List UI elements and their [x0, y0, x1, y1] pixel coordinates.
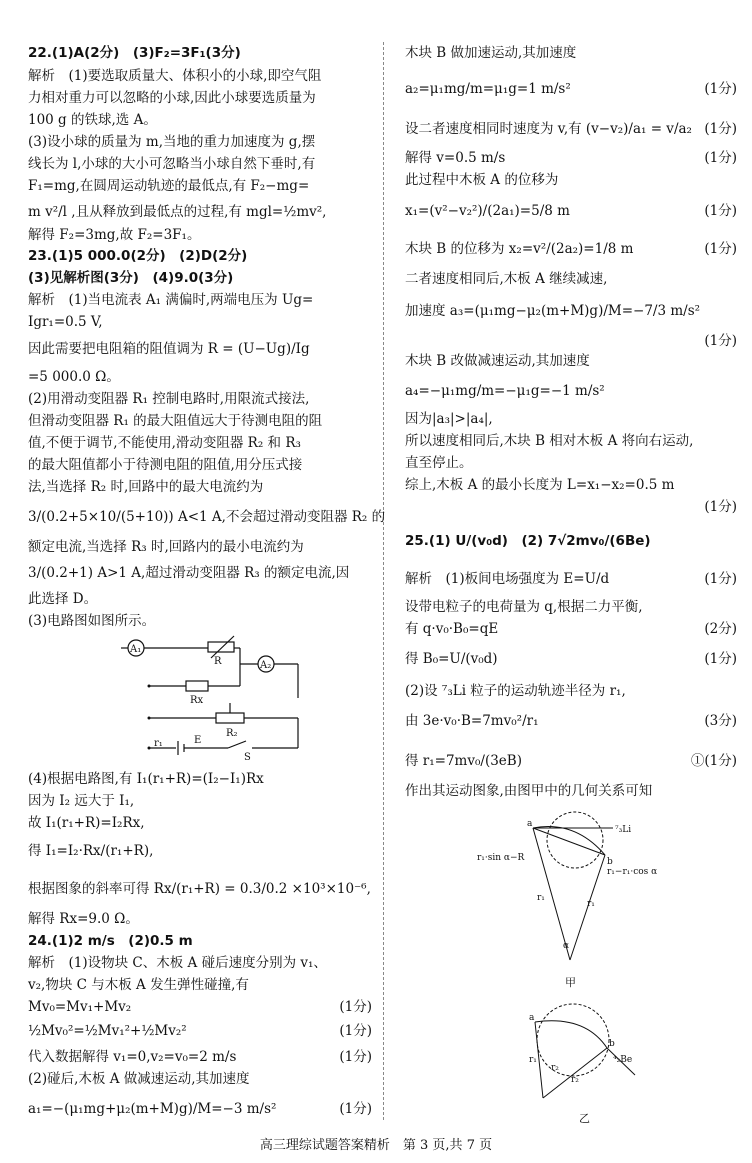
- text-line: a₄=−μ₁mg/m=−μ₁g=−1 m/s²: [405, 383, 605, 399]
- text-line: Mv₀=Mv₁+Mv₂: [28, 999, 132, 1015]
- text-line: 此选择 D。: [28, 591, 98, 607]
- text-line: 得 I₁=I₂·Rx/(r₁+R),: [28, 843, 154, 859]
- svg-text:r₂: r₂: [551, 1063, 559, 1073]
- text-line: 100 g 的铁球,选 A。: [28, 112, 157, 128]
- page-footer: 高三理综试题答案精析 第 3 页,共 7 页: [259, 1138, 493, 1153]
- score: ①(1分): [690, 753, 737, 769]
- svg-text:R₂: R₂: [226, 728, 238, 739]
- text-line: 木块 B 做加速运动,其加速度: [405, 45, 577, 61]
- text-line: =5 000.0 Ω。: [28, 369, 120, 385]
- text-line: 解析 (1)设物块 C、木板 A 碰后速度分别为 v₁、: [28, 955, 327, 971]
- text-line: (3)设小球的质量为 m,当地的重力加速度为 g,摆: [28, 134, 316, 150]
- text-line: 但滑动变阻器 R₁ 的最大阻值远大于待测电阻的阻: [28, 413, 323, 429]
- text-line: 因此需要把电阻箱的阻值调为 R = (U−Ug)/Ig: [28, 341, 310, 357]
- text-line: 代入数据解得 v₁=0,v₂=v₀=2 m/s: [28, 1049, 237, 1065]
- score: (1分): [704, 499, 737, 515]
- text-line: a₂=μ₁mg/m=μ₁g=1 m/s²: [405, 81, 571, 97]
- text-line: Igr₁=0.5 V,: [28, 314, 103, 330]
- text-line: 直至停止。: [405, 455, 473, 471]
- score: (1分): [704, 571, 737, 587]
- text-line: 线长为 l,小球的大小可忽略当小球自然下垂时,有: [28, 156, 316, 172]
- svg-text:⁷₃Li: ⁷₃Li: [615, 825, 632, 835]
- figure-jia: [475, 810, 675, 990]
- svg-text:b: b: [609, 1039, 615, 1049]
- svg-text:r₁: r₁: [154, 738, 163, 749]
- score: (3分): [704, 713, 737, 729]
- text-line: 解得 v=0.5 m/s: [405, 150, 506, 166]
- score: (1分): [704, 651, 737, 667]
- text-line: 作出其运动图象,由图甲中的几何关系可知: [405, 783, 653, 799]
- svg-text:⁴₂Be: ⁴₂Be: [613, 1055, 633, 1065]
- svg-text:r₂: r₂: [571, 1075, 579, 1085]
- circuit-diagram: [116, 628, 306, 763]
- text-line: 故 I₁(r₁+R)=I₂Rx,: [28, 815, 145, 831]
- svg-text:r₁: r₁: [529, 1055, 537, 1065]
- text-line: 所以速度相同后,木块 B 相对木板 A 将向右运动,: [405, 433, 694, 449]
- text-line: a₁=−(μ₁mg+μ₂(m+M)g)/M=−3 m/s²: [28, 1101, 277, 1117]
- text-line: 木块 B 的位移为 x₂=v²/(2a₂)=1/8 m: [405, 241, 634, 257]
- text-line: v₂,物块 C 与木板 A 发生弹性碰撞,有: [28, 977, 249, 993]
- figure-caption: 甲: [565, 976, 576, 989]
- q25-answer: 25.(1) U/(v₀d) (2) 7√2mv₀/(6Be): [405, 533, 651, 549]
- text-line: 解得 Rx=9.0 Ω。: [28, 911, 139, 927]
- text-line: 的最大阻值都小于待测电阻的阻值,用分压式接: [28, 457, 303, 473]
- text-line: 此过程中木板 A 的位移为: [405, 172, 559, 188]
- text-line: 有 q·v₀·B₀=qE: [405, 621, 499, 637]
- svg-text:A₁: A₁: [130, 644, 142, 655]
- svg-text:r₁−r₁·cos α: r₁−r₁·cos α: [607, 867, 658, 877]
- text-line: 值,不便于调节,不能使用,滑动变阻器 R₂ 和 R₃: [28, 435, 301, 451]
- text-line: 解析 (1)要选取质量大、体积小的小球,即空气阻: [28, 68, 322, 84]
- text-line: 二者速度相同后,木板 A 继续减速,: [405, 271, 608, 287]
- column-divider: [383, 42, 384, 1120]
- svg-text:E: E: [194, 735, 202, 746]
- score: (1分): [704, 150, 737, 166]
- score: (1分): [339, 1049, 372, 1065]
- score: (1分): [339, 1023, 372, 1039]
- text-line: 解得 F₂=3mg,故 F₂=3F₁。: [28, 227, 201, 243]
- text-line: (2)用滑动变阻器 R₁ 控制电路时,用限流式接法,: [28, 391, 310, 407]
- text-line: (2)设 ⁷₃Li 粒子的运动轨迹半径为 r₁,: [405, 683, 626, 699]
- text-line: 加速度 a₃=(μ₁mg−μ₂(m+M)g)/M=−7/3 m/s²: [405, 303, 701, 319]
- svg-text:r₁: r₁: [537, 893, 545, 903]
- text-line: 根据图象的斜率可得 Rx/(r₁+R) = 0.3/0.2 ×10³×10⁻⁶,: [28, 881, 371, 897]
- text-line: x₁=(v²−v₂²)/(2a₁)=5/8 m: [405, 203, 570, 219]
- text-line: 解析 (1)板间电场强度为 E=U/d: [405, 571, 610, 587]
- score: (1分): [339, 999, 372, 1015]
- svg-text:Rx: Rx: [190, 695, 204, 706]
- text-line: 得 r₁=7mv₀/(3eB): [405, 753, 522, 769]
- text-line: 设二者速度相同时速度为 v,有 (v−v₂)/a₁ = v/a₂: [405, 121, 692, 137]
- text-line: F₁=mg,在圆周运动轨迹的最低点,有 F₂−mg=: [28, 178, 310, 194]
- figure-yi: [495, 1000, 675, 1125]
- svg-text:S: S: [244, 752, 251, 763]
- svg-text:r₁·sin α−R: r₁·sin α−R: [477, 853, 525, 863]
- score: (1分): [704, 203, 737, 219]
- score: (1分): [704, 241, 737, 257]
- score: (1分): [339, 1101, 372, 1117]
- q24-answer: 24.(1)2 m/s (2)0.5 m: [28, 933, 193, 949]
- text-line: ½Mv₀²=½Mv₁²+½Mv₂²: [28, 1023, 187, 1039]
- text-line: 3/(0.2+1) A>1 A,超过滑动变阻器 R₃ 的额定电流,因: [28, 565, 350, 581]
- text-line: 木块 B 改做减速运动,其加速度: [405, 353, 590, 369]
- score: (1分): [704, 333, 737, 349]
- svg-text:a: a: [527, 819, 533, 829]
- svg-text:α: α: [563, 941, 570, 951]
- text-line: 法,当选择 R₂ 时,回路中的最大电流约为: [28, 479, 264, 495]
- q23-answer: (3)见解析图(3分) (4)9.0(3分): [28, 270, 234, 286]
- svg-text:a: a: [529, 1013, 535, 1023]
- score: (1分): [704, 81, 737, 97]
- text-line: 得 B₀=U/(v₀d): [405, 651, 498, 667]
- text-line: 3/(0.2+5×10/(5+10)) A<1 A,不会超过滑动变阻器 R₂ 的: [28, 509, 386, 525]
- text-line: 设带电粒子的电荷量为 q,根据二力平衡,: [405, 599, 643, 615]
- score: (1分): [704, 121, 737, 137]
- text-line: (2)碰后,木板 A 做减速运动,其加速度: [28, 1071, 250, 1087]
- svg-text:A₂: A₂: [260, 660, 272, 671]
- text-line: 额定电流,当选择 R₃ 时,回路内的最小电流约为: [28, 539, 304, 555]
- text-line: m v²/l ,且从释放到最低点的过程,有 mgl=½mv²,: [28, 204, 327, 220]
- svg-text:r₁: r₁: [587, 899, 595, 909]
- text-line: 由 3e·v₀·B=7mv₀²/r₁: [405, 713, 539, 729]
- figure-caption: 乙: [579, 1112, 590, 1125]
- svg-text:b: b: [607, 857, 613, 867]
- q23-answer: 23.(1)5 000.0(2分) (2)D(2分): [28, 248, 248, 264]
- svg-text:R: R: [214, 656, 222, 667]
- text-line: 因为 I₂ 远大于 I₁,: [28, 793, 135, 809]
- text-line: (3)电路图如图所示。: [28, 613, 156, 629]
- score: (2分): [704, 621, 737, 637]
- text-line: 解析 (1)当电流表 A₁ 满偏时,两端电压为 Ug=: [28, 292, 314, 308]
- text-line: 力相对重力可以忽略的小球,因此小球要选质量为: [28, 90, 316, 106]
- text-line: (4)根据电路图,有 I₁(r₁+R)=(I₂−I₁)Rx: [28, 771, 264, 787]
- text-line: 综上,木板 A 的最小长度为 L=x₁−x₂=0.5 m: [405, 477, 675, 493]
- q22-answer: 22.(1)A(2分) (3)F₂=3F₁(3分): [28, 45, 241, 61]
- text-line: 因为|a₃|>|a₄|,: [405, 411, 493, 427]
